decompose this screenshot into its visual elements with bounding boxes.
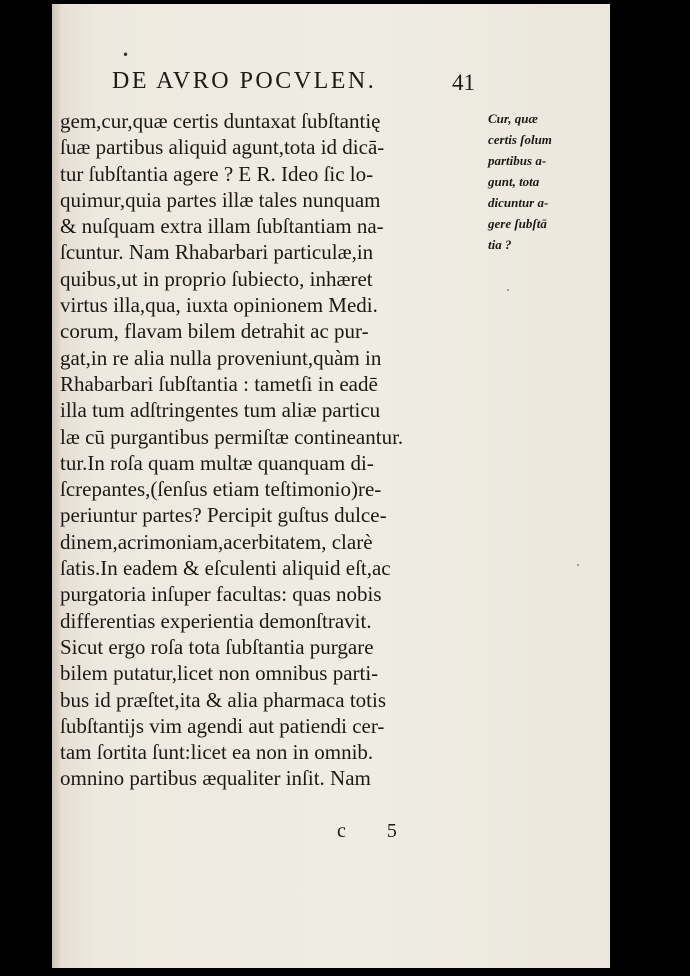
text-line: læ cū purgantibus permiſtæ contineantur. [60, 424, 404, 449]
marginal-note-line: tia ? [488, 237, 512, 252]
ink-mark: • [122, 48, 130, 62]
text-line: illa tum adſtringentes tum aliæ particu [60, 398, 381, 423]
text-line: ſatis.In eadem & eſculenti aliquid eſt,ac [60, 556, 391, 581]
marginal-note-line: dicuntur a- [488, 195, 549, 210]
text-line: corum, flavam bilem detrahit ac pur- [60, 319, 369, 344]
running-header: DE AVRO POCVLEN. [112, 68, 377, 94]
paper-speck [577, 564, 579, 566]
marginal-note-line: gere ſubſtā [488, 216, 547, 231]
book-page [52, 4, 610, 968]
text-line: gem,cur,quæ certis duntaxat ſubſtantię [60, 109, 381, 133]
text-line: ſcrepantes,(ſenſus etiam teſtimonio)re- [60, 477, 382, 502]
text-line: periuntur partes? Percipit guſtus dulce- [60, 503, 387, 528]
text-line: & nuſquam extra illam ſubſtantiam na- [60, 214, 384, 239]
text-line: virtus illa,qua, iuxta opinionem Medi. [60, 293, 378, 318]
text-line: differentias experientia demonſtravit. [60, 608, 372, 633]
marginal-note-line: gunt, tota [488, 174, 540, 189]
marginal-note-line: partibus a- [488, 153, 547, 168]
text-line: ſuæ partibus aliquid agunt,tota id dicā- [60, 135, 385, 160]
text-line: tur ſubſtantia agere ? E R. Ideo ſic lo- [60, 161, 374, 186]
text-line: ſubſtantijs vim agendi aut patiendi cer- [60, 713, 385, 738]
text-line: bilem putatur,licet non omnibus parti- [60, 661, 379, 686]
paper-speck [507, 289, 509, 291]
text-line: purgatoria inſuper facultas: quas nobis [60, 582, 382, 607]
text-line: Rhabarbari ſubſtantia : tametſi in eadē [60, 371, 378, 396]
text-line: bus id præſtet,ita & alia pharmaca totis [60, 687, 387, 712]
marginal-note-line: Cur, quæ [488, 111, 538, 126]
text-line: omnino partibus æqualiter inſit. Nam [60, 766, 371, 791]
signature-mark: c 5 [337, 820, 415, 842]
text-line: gat,in re alia nulla proveniunt,quàm in [60, 345, 382, 370]
text-line: ſcuntur. Nam Rhabarbari particulæ,in [60, 240, 374, 265]
text-line: tur.In roſa quam multæ quanquam di- [60, 450, 374, 475]
text-line: quimur,quia partes illæ tales nunquam [60, 187, 381, 212]
text-line: quibus,ut in proprio ſubiecto, inhæret [60, 266, 373, 291]
text-line: tam ſortita ſunt:licet ea non in omnib. [60, 740, 374, 765]
text-line: Sicut ergo roſa tota ſubſtantia purgare [60, 634, 374, 659]
marginal-note [488, 108, 608, 255]
marginal-note-line: certis ſolum [488, 132, 552, 147]
page-number: 41 [452, 70, 475, 95]
text-line: dinem,acrimoniam,acerbitatem, clarè [60, 529, 373, 554]
body-text [60, 108, 480, 792]
